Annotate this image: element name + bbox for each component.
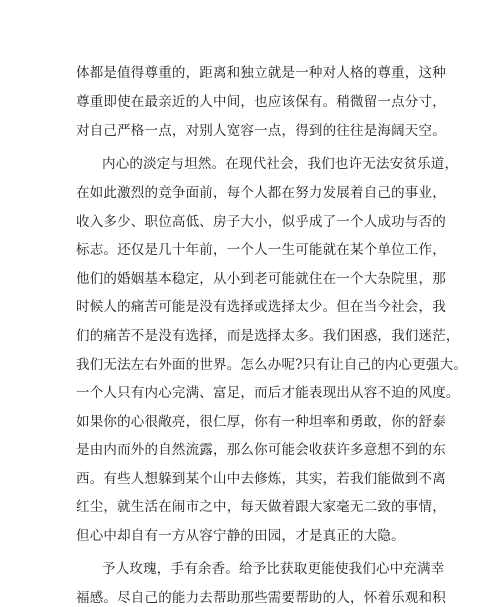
text-line: 收入多少、职位高低、房子大小，似乎成了一个人成功与否的 bbox=[76, 214, 446, 230]
text-line: 体都是值得尊重的，距离和独立就是一种对人格的尊重，这种 bbox=[76, 65, 446, 81]
text-line: 尊重即使在最亲近的人中间，也应该保有。稍微留一点分寸， bbox=[76, 94, 446, 110]
text-line: 西。有些人想躲到某个山中去修炼，其实，若我们能做到不离 bbox=[76, 471, 446, 487]
text-line: 标志。还仅是几十年前，一个人一生可能就在某个单位工作， bbox=[76, 242, 446, 258]
text-line: 如果你的心很敞亮，很仁厚，你有一种坦率和勇敢，你的舒泰 bbox=[76, 414, 446, 430]
text-line: 我们无法左右外面的世界。怎么办呢?只有让自己的内心更强大。 bbox=[76, 357, 468, 373]
text-line: 红尘，就生活在闹市之中，每天做着跟大家毫无二致的事情， bbox=[76, 499, 446, 515]
text-line: 但心中却自有一方从容宁静的田园，才是真正的大隐。 bbox=[76, 528, 405, 544]
text-line: 他们的婚姻基本稳定，从小到老可能就住在一个大杂院里，那 bbox=[76, 271, 446, 287]
text-line: 福感。尽自己的能力去帮助那些需要帮助的人，怀着乐观和积 bbox=[76, 590, 446, 606]
text-line: 内心的淡定与坦然。在现代社会，我们也许无法安贫乐道， bbox=[102, 156, 459, 172]
text-line: 是由内而外的自然流露，那么你可能会收获许多意想不到的东 bbox=[76, 442, 446, 458]
text-line: 予人玫瑰，手有余香。给予比获取更能使我们心中充满幸 bbox=[102, 561, 445, 577]
text-line: 对自己严格一点，对别人宽容一点，得到的往往是海阔天空。 bbox=[76, 123, 446, 139]
text-line: 一个人只有内心完满、富足，而后才能表现出从容不迫的风度。 bbox=[76, 385, 460, 401]
text-line: 在如此激烈的竞争面前，每个人都在努力发展着自己的事业， bbox=[76, 185, 446, 201]
text-line: 们的痛苦不是没有选择，而是选择太多。我们困惑，我们迷茫， bbox=[76, 328, 460, 344]
text-line: 时候人的痛苦可能是没有选择或选择太少。但在当今社会，我 bbox=[76, 299, 446, 315]
